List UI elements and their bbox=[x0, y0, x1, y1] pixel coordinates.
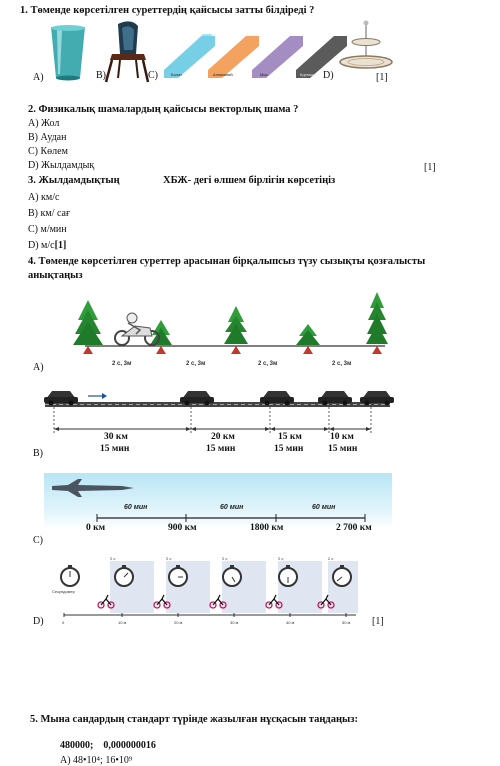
q4-d-diagram bbox=[50, 555, 360, 627]
stopwatch-icon bbox=[61, 565, 79, 586]
chair-icon bbox=[106, 21, 148, 82]
q5-option-a[interactable]: A) 48•10⁴; 16•10⁹ bbox=[60, 755, 133, 766]
q3-option-a[interactable]: A) км/с bbox=[28, 192, 60, 203]
bar-label-2: Алюминий bbox=[213, 72, 233, 77]
q2-option-a[interactable]: A) Жол bbox=[28, 118, 60, 129]
q2-option-d[interactable]: D) Жылдамдық bbox=[28, 160, 95, 171]
q4-b-dist-4: 10 км bbox=[330, 432, 354, 442]
tree-icon bbox=[296, 324, 320, 345]
plane-icon bbox=[52, 479, 134, 497]
q3-question-part1: 3. Жылдамдықтың bbox=[28, 175, 120, 186]
q4-d-dist-1: 10 м bbox=[118, 620, 127, 625]
bar-label-3: Мыс bbox=[260, 72, 269, 77]
q4-c-time-2: 60 мин bbox=[220, 504, 244, 511]
q4-a-label-3: 2 с, 3м bbox=[258, 361, 278, 367]
q4-mark: [1] bbox=[372, 616, 384, 627]
q1-option-d[interactable]: D) bbox=[323, 70, 334, 81]
q1-option-a[interactable]: A) bbox=[33, 72, 44, 83]
q1-question: 1. Төменде көрсетілген суреттердің қайсысы затты білдіреді ? bbox=[20, 5, 315, 16]
q4-c-time-1: 60 мин bbox=[124, 504, 148, 511]
q1-mark: [1] bbox=[376, 72, 388, 83]
q4-d-dist-3: 30 м bbox=[230, 620, 239, 625]
tree-icon bbox=[224, 306, 248, 344]
q5-numbers: 480000; 0,000000016 bbox=[60, 740, 156, 751]
q3-option-c[interactable]: C) м/мин bbox=[28, 224, 67, 235]
q5-question: 5. Мына сандардың стандарт түрінде жазылған нұсқасын таңдаңыз: bbox=[30, 714, 358, 725]
q3-option-d-row[interactable] bbox=[28, 240, 66, 251]
q4-c-dist-2: 900 км bbox=[168, 523, 197, 533]
cake-stand-icon bbox=[340, 21, 392, 69]
q4-question: 4. Төменде көрсетілген суреттер арасынан бірқалыпсыз түзу сызықты қозғалысты анықтаңыз bbox=[28, 256, 426, 281]
q4-b-time-3: 15 мин bbox=[274, 444, 304, 454]
q2-question: 2. Физикалық шамалардың қайсысы векторлық шама ? bbox=[28, 104, 299, 115]
q4-d-dist-0: 0 bbox=[62, 620, 65, 625]
q3-mark: [1] bbox=[54, 240, 67, 251]
q2-option-b[interactable]: B) Аудан bbox=[28, 132, 67, 143]
q4-d-time-3: 2 с bbox=[222, 556, 228, 561]
q4-option-d[interactable]: D) bbox=[33, 616, 44, 627]
q4-c-dist-4: 2 700 км bbox=[336, 523, 372, 533]
bar-label-1: Болат bbox=[171, 72, 183, 77]
tree-icon bbox=[73, 300, 103, 345]
q1-option-c[interactable]: C) bbox=[148, 70, 158, 81]
q3-question-part2: ХБЖ- дегі өлшем бірлігін көрсетіңіз bbox=[163, 175, 336, 186]
glass-icon bbox=[51, 25, 85, 81]
q4-b-time-4: 15 мин bbox=[328, 444, 358, 454]
bar-label-4: Қорғасын bbox=[300, 72, 318, 77]
q4-d-dist-4: 40 м bbox=[286, 620, 295, 625]
q4-d-dist-5: 50 м bbox=[342, 620, 351, 625]
q4-option-c[interactable]: C) bbox=[33, 535, 43, 546]
q3-option-b[interactable]: B) км/ сағ bbox=[28, 208, 71, 219]
q4-d-time-4: 2 с bbox=[278, 556, 284, 561]
q4-d-dist-2: 20 м bbox=[174, 620, 183, 625]
q3-option-d: D) м/с bbox=[28, 240, 55, 251]
q1-option-b[interactable]: B) bbox=[96, 70, 106, 81]
q2-option-c[interactable]: C) Көлем bbox=[28, 146, 68, 157]
q4-b-dist-1: 30 км bbox=[104, 432, 128, 442]
q4-d-stopwatch-label: Секундомер bbox=[52, 589, 75, 594]
material-bars-icon bbox=[164, 34, 347, 78]
q4-d-time-5: 2 с bbox=[328, 556, 334, 561]
q4-a-diagram bbox=[40, 290, 420, 370]
q4-d-time-2: 2 с bbox=[166, 556, 172, 561]
q1-images bbox=[0, 20, 500, 90]
q4-b-dist-2: 20 км bbox=[211, 432, 235, 442]
q4-b-dist-3: 15 км bbox=[278, 432, 302, 442]
q4-d-time-1: 2 с bbox=[110, 556, 116, 561]
q4-a-label-2: 2 с, 3м bbox=[186, 361, 206, 367]
q4-c-time-3: 60 мин bbox=[312, 504, 336, 511]
q4-option-a[interactable]: A) bbox=[33, 362, 44, 373]
q4-c-dist-1: 0 км bbox=[86, 523, 106, 533]
q4-b-time-2: 15 мин bbox=[206, 444, 236, 454]
q4-b-time-1: 15 мин bbox=[100, 444, 130, 454]
q2-mark: [1] bbox=[424, 162, 436, 173]
q4-a-label-4: 2 с, 3м bbox=[332, 361, 352, 367]
tree-icon bbox=[150, 320, 172, 345]
tree-icon bbox=[366, 292, 388, 344]
q4-option-b[interactable]: B) bbox=[33, 448, 43, 459]
q4-a-label-1: 2 с, 3м bbox=[112, 361, 132, 367]
motorbike-icon bbox=[115, 313, 159, 345]
q4-c-dist-3: 1800 км bbox=[250, 523, 284, 533]
